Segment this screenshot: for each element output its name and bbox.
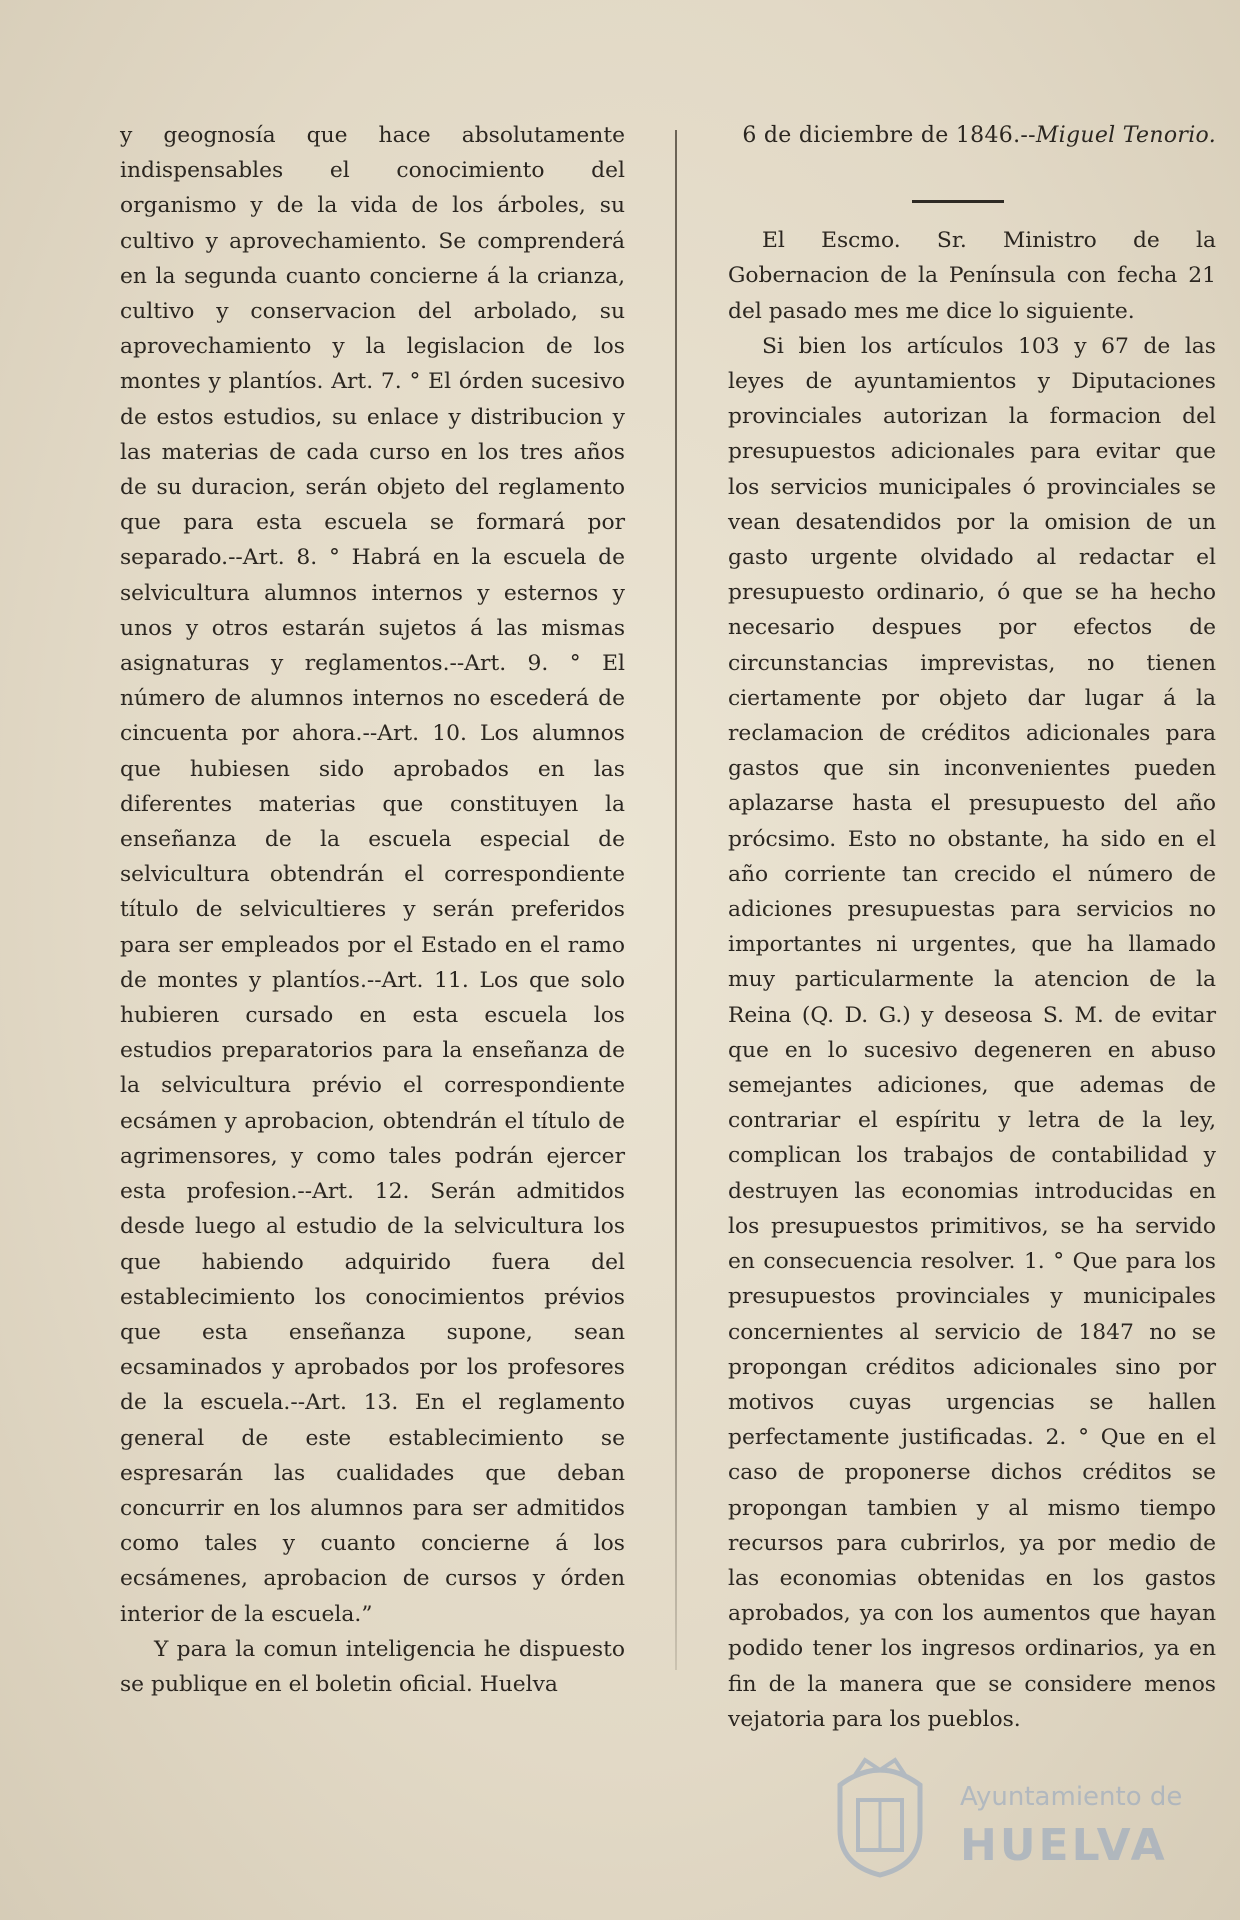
left-column <box>120 118 625 1702</box>
dateline <box>728 118 1216 153</box>
section-rule <box>912 200 1004 203</box>
section-gap <box>728 153 1216 195</box>
watermark <box>820 1740 1220 1890</box>
date-text: 6 de diciembre de 1846.-- <box>742 123 1036 148</box>
signature: Miguel Tenorio. <box>1035 123 1216 148</box>
watermark-line-1: Ayuntamiento de <box>960 1782 1183 1812</box>
left-paragraph-1: y geognosía que hace absolutamente indispensables el conocimiento del organismo y de la vida de los árboles, su cultivo y aprovechamiento. Se comprenderá en la segunda cuanto concierne á la crianza, cultivo y conservacion del arbolado, su aprovechamiento y la legislacion de los montes y plantíos. Art. 7. ° El órden sucesivo de estos estudios, su enlace y distribucion y las materias de cada curso en los tres años de su duracion, serán objeto del reglamento que para esta escuela se formará por separado.--Art. 8. ° Habrá en la escuela de selvicultura alumnos internos y esternos y unos y otros estarán sujetos á las mismas asignaturas y reglamentos.--Art. 9. ° El número de alumnos internos no escederá de cincuenta por ahora.--Art. 10. Los alumnos que hubiesen sido aprobados en las diferentes materias que constituyen la enseñanza de la escuela especial de selvicultura obtendrán el correspondiente título de selvicultieres y serán preferidos para ser empleados por el Estado en el ramo de montes y plantíos.--Art. 11. Los que solo hubieren cursado en esta escuela los estudios preparatorios para la enseñanza de la selvicultura prévio el correspondiente ecsámen y aprobacion, obtendrán el título de agrimensores, y como tales podrán ejercer esta profesion.--Art. 12. Serán admitidos desde luego al estudio de la selvicultura los que habiendo adquirido fuera del establecimiento los conocimientos prévios que esta enseñanza supone, sean ecsaminados y aprobados por los profesores de la escuela.--Art. 13. En el reglamento general de este establecimiento se espresarán las cualidades que deban concurrir en los alumnos para ser admitidos como tales y cuanto concierne á los ecsámenes, aprobacion de cursos y órden interior de la escuela.” <box>120 123 625 1627</box>
right-paragraph-2: Si bien los artículos 103 y 67 de las leyes de ayuntamientos y Diputaciones provinciales autorizan la formacion del presupuestos adicionales para evitar que los servicios municipales ó provinciales se vean desatendidos por la omision de un gasto urgente olvidado al redactar el presupuesto ordinario, ó que se ha hecho necesario despues por efectos de circunstancias imprevistas, no tienen ciertamente por objeto dar lugar á la reclamacion de créditos adicionales para gastos que sin inconvenientes pueden aplazarse hasta el presupuesto del año prócsimo. Esto no obstante, ha sido en el año corriente tan crecido el número de adiciones presupuestas para servicios no importantes ni urgentes, que ha llamado muy particularmente la atencion de la Reina (Q. D. G.) y deseosa S. M. de evitar que en lo sucesivo degeneren en abuso semejantes adiciones, que ademas de contrariar el espíritu y letra de la ley, complican los trabajos de contabilidad y destruyen las economias introducidas en los presupuestos primitivos, se ha servido en consecuencia resolver. 1. ° Que para los presupuestos provinciales y municipales concernientes al servicio de 1847 no se propongan créditos adicionales sino por motivos cuyas urgencias se hallen perfectamente justificadas. 2. ° Que en el caso de proponerse dichos créditos se propongan tambien y al mismo tiempo recursos para cubrirlos, ya por medio de las economias obtenidas en los gastos aprobados, ya con los aumentos que hayan podido tener los ingresos ordinarios, ya en fin de la manera que se considere menos vejatoria para los pueblos. <box>728 333 1216 1732</box>
watermark-line-2: HUELVA <box>960 1820 1168 1871</box>
coat-of-arms-icon <box>820 1750 940 1880</box>
right-column <box>728 118 1216 1737</box>
left-paragraph-2: Y para la comun inteligencia he dispuesto se publique en el boletin oficial. Huelva <box>120 1636 625 1697</box>
column-divider <box>675 130 677 1670</box>
right-paragraph-1: El Escmo. Sr. Ministro de la Gobernacion de la Península con fecha 21 del pasado mes me dice lo siguiente. <box>728 228 1216 324</box>
